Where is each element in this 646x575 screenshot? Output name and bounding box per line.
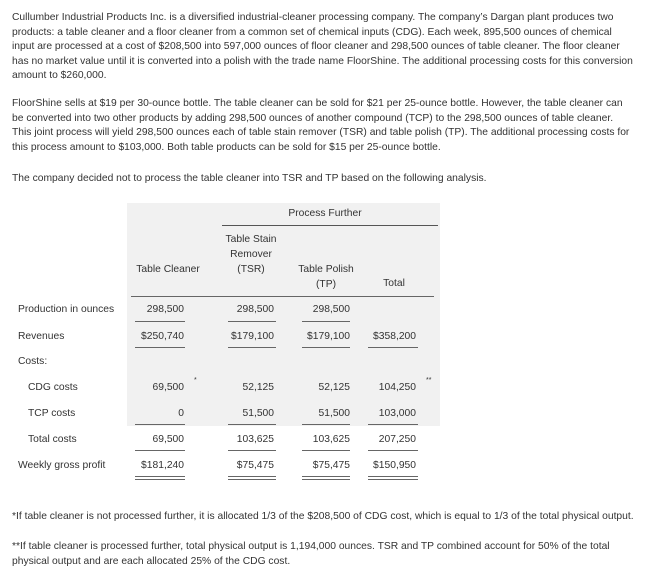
production-underline-cleaner xyxy=(135,321,185,322)
col-header-tp: Table Polish (TP) xyxy=(298,264,354,290)
cell-tcp-total: 103,000 xyxy=(378,408,416,419)
footnote-single: *If table cleaner is not processed further, it is allocated 1/3 of the $208,500 of CDG cost, which is equal to 1/3 of the total physical output. xyxy=(12,511,634,522)
footnote-double: **If table cleaner is processed further, total physical output is 1,194,000 ounces. TSR and TP combined account for 50% of the total physical output and are each allocated 25% of the CDG cost. xyxy=(12,541,610,567)
cell-totalcosts-total: 207,250 xyxy=(378,434,416,445)
totalcosts-underline-cleaner xyxy=(135,450,185,451)
process-further-header: Process Further xyxy=(288,208,362,219)
process-further-rule xyxy=(222,225,438,226)
floorshine-paragraph: FloorShine sells at $19 per 30-ounce bottle. The table cleaner can be sold for $21 per 25-ounce bottle. However, the table cleaner can be converted into two other products by adding 298,500 ounces of another compound (TCP) to the 298,500 ounces of table cleaner. This joint process will yield 298,500 ounces each of table stain remover (TSR) and table polish (TP). The additional processing costs for this process amount to $103,000. Both table products can be sold for $15 per 25-ounce bottle. xyxy=(12,98,630,153)
header-rule xyxy=(131,296,434,297)
row-label-cdg: CDG costs xyxy=(28,382,78,393)
intro-paragraph: Cullumber Industrial Products Inc. is a diversified industrial-cleaner processing company. The company’s Dargan plant produces two products: a table cleaner and a floor cleaner from a common set of chemical inputs (CDG). Each week, 895,500 ounces of chemical input are processed at a cost of $208,500 into 597,000 ounces of floor cleaner and 298,500 ounces of table cleaner. The floor cleaner has no market value until it is converted into a polish with the trade name FloorShine. The additional processing costs for this conversion amount to $260,000. xyxy=(12,12,633,81)
totalcosts-underline-tp xyxy=(302,450,350,451)
cell-totalcosts-tp: 103,625 xyxy=(312,434,350,445)
revenues-underline-tsr xyxy=(228,347,276,348)
col-header-table-cleaner: Table Cleaner xyxy=(136,264,200,275)
cell-cdg-tp: 52,125 xyxy=(318,382,350,393)
col-header-tsr: Table Stain Remover (TSR) xyxy=(225,234,277,275)
footnote-mark-double: ** xyxy=(426,377,432,384)
cell-tcp-tsr: 51,500 xyxy=(242,408,274,419)
row-label-costs: Costs: xyxy=(18,356,48,367)
revenues-underline-total xyxy=(368,347,418,348)
footnote-mark-single: * xyxy=(194,377,197,384)
profit-double-underline-tp-a xyxy=(302,476,350,477)
cell-cdg-tsr: 52,125 xyxy=(242,382,274,393)
cell-revenues-tp: $179,100 xyxy=(307,331,350,342)
cell-profit-cleaner: $181,240 xyxy=(141,460,184,471)
row-label-revenues: Revenues xyxy=(18,331,65,342)
profit-double-underline-cleaner-a xyxy=(135,476,185,477)
row-label-total-costs: Total costs xyxy=(28,434,77,445)
row-label-production: Production in ounces xyxy=(18,304,115,315)
profit-double-underline-total-a xyxy=(368,476,418,477)
tcp-underline-tp xyxy=(302,424,350,425)
cell-profit-tsr: $75,475 xyxy=(236,460,274,471)
row-label-profit: Weekly gross profit xyxy=(18,460,106,471)
cell-tcp-cleaner: 0 xyxy=(178,408,184,419)
revenues-underline-tp xyxy=(302,347,350,348)
cell-cdg-total: 104,250 xyxy=(378,382,416,393)
cell-tcp-tp: 51,500 xyxy=(318,408,350,419)
tcp-underline-tsr xyxy=(228,424,276,425)
cell-production-cleaner: 298,500 xyxy=(146,304,184,315)
profit-double-underline-total-b xyxy=(368,479,418,480)
totalcosts-underline-total xyxy=(368,450,418,451)
production-underline-tsr xyxy=(228,321,276,322)
cell-revenues-tsr: $179,100 xyxy=(231,331,274,342)
cell-profit-total: $150,950 xyxy=(373,460,416,471)
row-label-tcp: TCP costs xyxy=(28,408,76,419)
cell-cdg-cleaner: 69,500 xyxy=(152,382,184,393)
revenues-underline-cleaner xyxy=(135,347,185,348)
production-underline-tp xyxy=(302,321,350,322)
totalcosts-underline-tsr xyxy=(228,450,276,451)
profit-double-underline-tsr-a xyxy=(228,476,276,477)
profit-double-underline-cleaner-b xyxy=(135,479,185,480)
cell-totalcosts-tsr: 103,625 xyxy=(236,434,274,445)
decision-paragraph: The company decided not to process the table cleaner into TSR and TP based on the following analysis. xyxy=(12,173,487,184)
cell-revenues-cleaner: $250,740 xyxy=(141,331,184,342)
profit-double-underline-tsr-b xyxy=(228,479,276,480)
profit-double-underline-tp-b xyxy=(302,479,350,480)
cell-totalcosts-cleaner: 69,500 xyxy=(152,434,184,445)
cell-production-tp: 298,500 xyxy=(312,304,350,315)
col-header-total: Total xyxy=(383,278,405,289)
cell-production-tsr: 298,500 xyxy=(236,304,274,315)
tcp-underline-total xyxy=(368,424,418,425)
cell-revenues-total: $358,200 xyxy=(373,331,416,342)
tcp-underline-cleaner xyxy=(135,424,185,425)
cell-profit-tp: $75,475 xyxy=(312,460,350,471)
